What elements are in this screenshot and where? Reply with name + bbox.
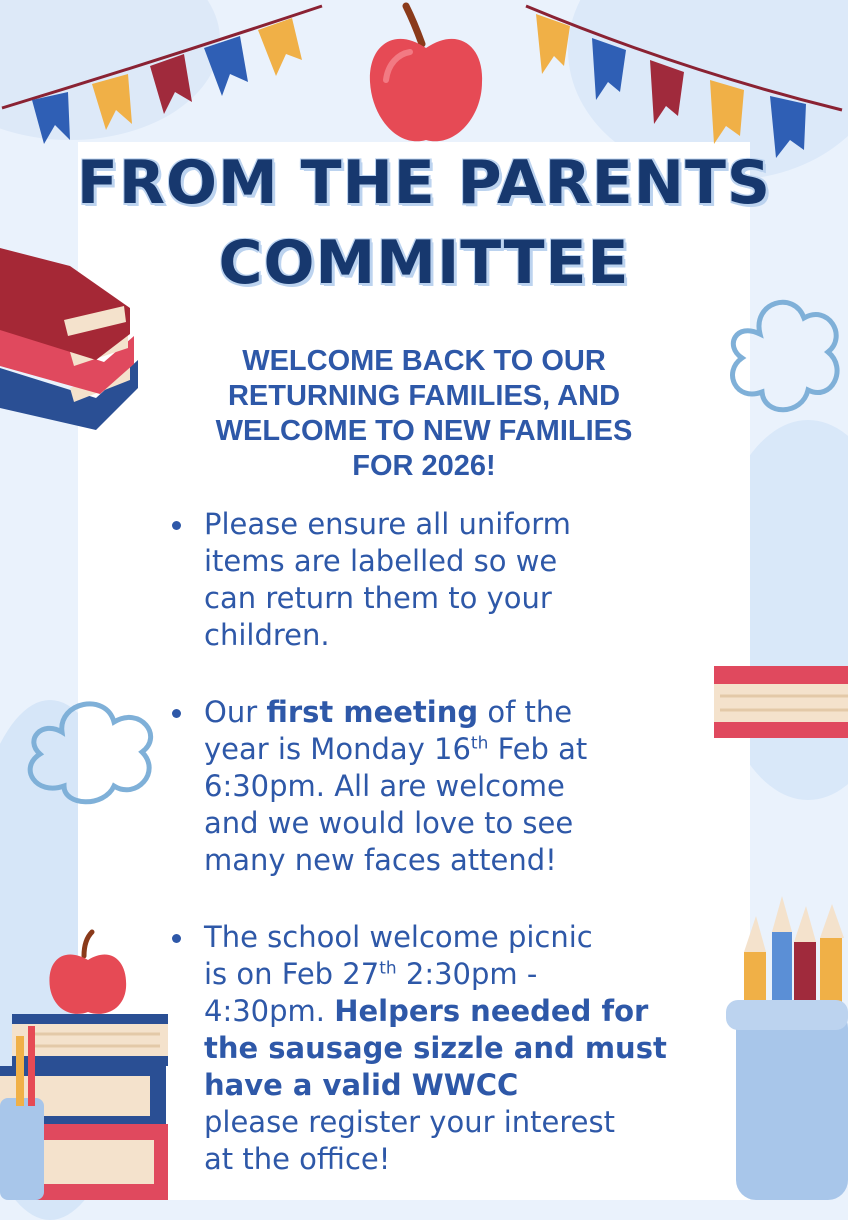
- page-title: FROM THE PARENTS: [76, 148, 772, 218]
- welcome-line: FOR 2026!: [352, 450, 496, 482]
- book-stack-icon: [710, 664, 848, 742]
- highlight-text: Helpers needed for: [334, 994, 649, 1028]
- notice-line: is on Feb 27th 2:30pm -: [204, 957, 538, 991]
- welcome-message: [150, 344, 698, 484]
- notice-line: year is Monday 16th Feb at: [204, 732, 588, 766]
- notice-line: 4:30pm. Helpers needed for: [204, 994, 649, 1028]
- notice-list: [170, 506, 710, 1218]
- notice-line: can return them to your: [204, 581, 552, 615]
- notice-line: and we would love to see: [204, 806, 574, 840]
- highlight-text: the sausage sizzle and must: [204, 1031, 667, 1065]
- notice-line: Please ensure all uniform: [204, 507, 571, 541]
- notice-line: [204, 1030, 710, 1067]
- page-title: COMMITTEE: [218, 228, 630, 298]
- notice-line: The school welcome picnic: [204, 920, 593, 954]
- highlight-text: have a valid WWCC: [204, 1068, 519, 1102]
- bullet-icon: [172, 934, 181, 943]
- notice-line: 6:30pm. All are welcome: [204, 769, 565, 803]
- notice-line: at the office!: [204, 1142, 391, 1176]
- bunting-icon: [0, 0, 330, 150]
- welcome-line: RETURNING FAMILIES, AND: [227, 380, 621, 412]
- pencil-jar-icon: [722, 892, 848, 1200]
- notice-line: many new faces attend!: [204, 843, 557, 877]
- bullet-icon: [172, 521, 181, 530]
- book-stack-icon: [0, 926, 172, 1200]
- notice-meeting: [170, 694, 710, 879]
- cloud-icon: [18, 696, 164, 808]
- notice-line: please register your interest: [204, 1105, 615, 1139]
- notice-line: children.: [204, 618, 330, 652]
- notice-picnic: [170, 919, 710, 1178]
- notice-line: items are labelled so we: [204, 544, 558, 578]
- welcome-line: WELCOME TO NEW FAMILIES: [215, 415, 633, 447]
- notice-line: [204, 1067, 710, 1104]
- cloud-icon: [722, 292, 848, 424]
- highlight-text: first meeting: [266, 695, 479, 729]
- notice-line: Our first meeting of the: [204, 695, 573, 729]
- bunting-icon: [520, 0, 848, 170]
- notice-uniform: [170, 506, 710, 654]
- welcome-line: WELCOME BACK TO OUR: [242, 345, 606, 377]
- bullet-icon: [172, 709, 181, 718]
- apple-icon: [364, 2, 488, 148]
